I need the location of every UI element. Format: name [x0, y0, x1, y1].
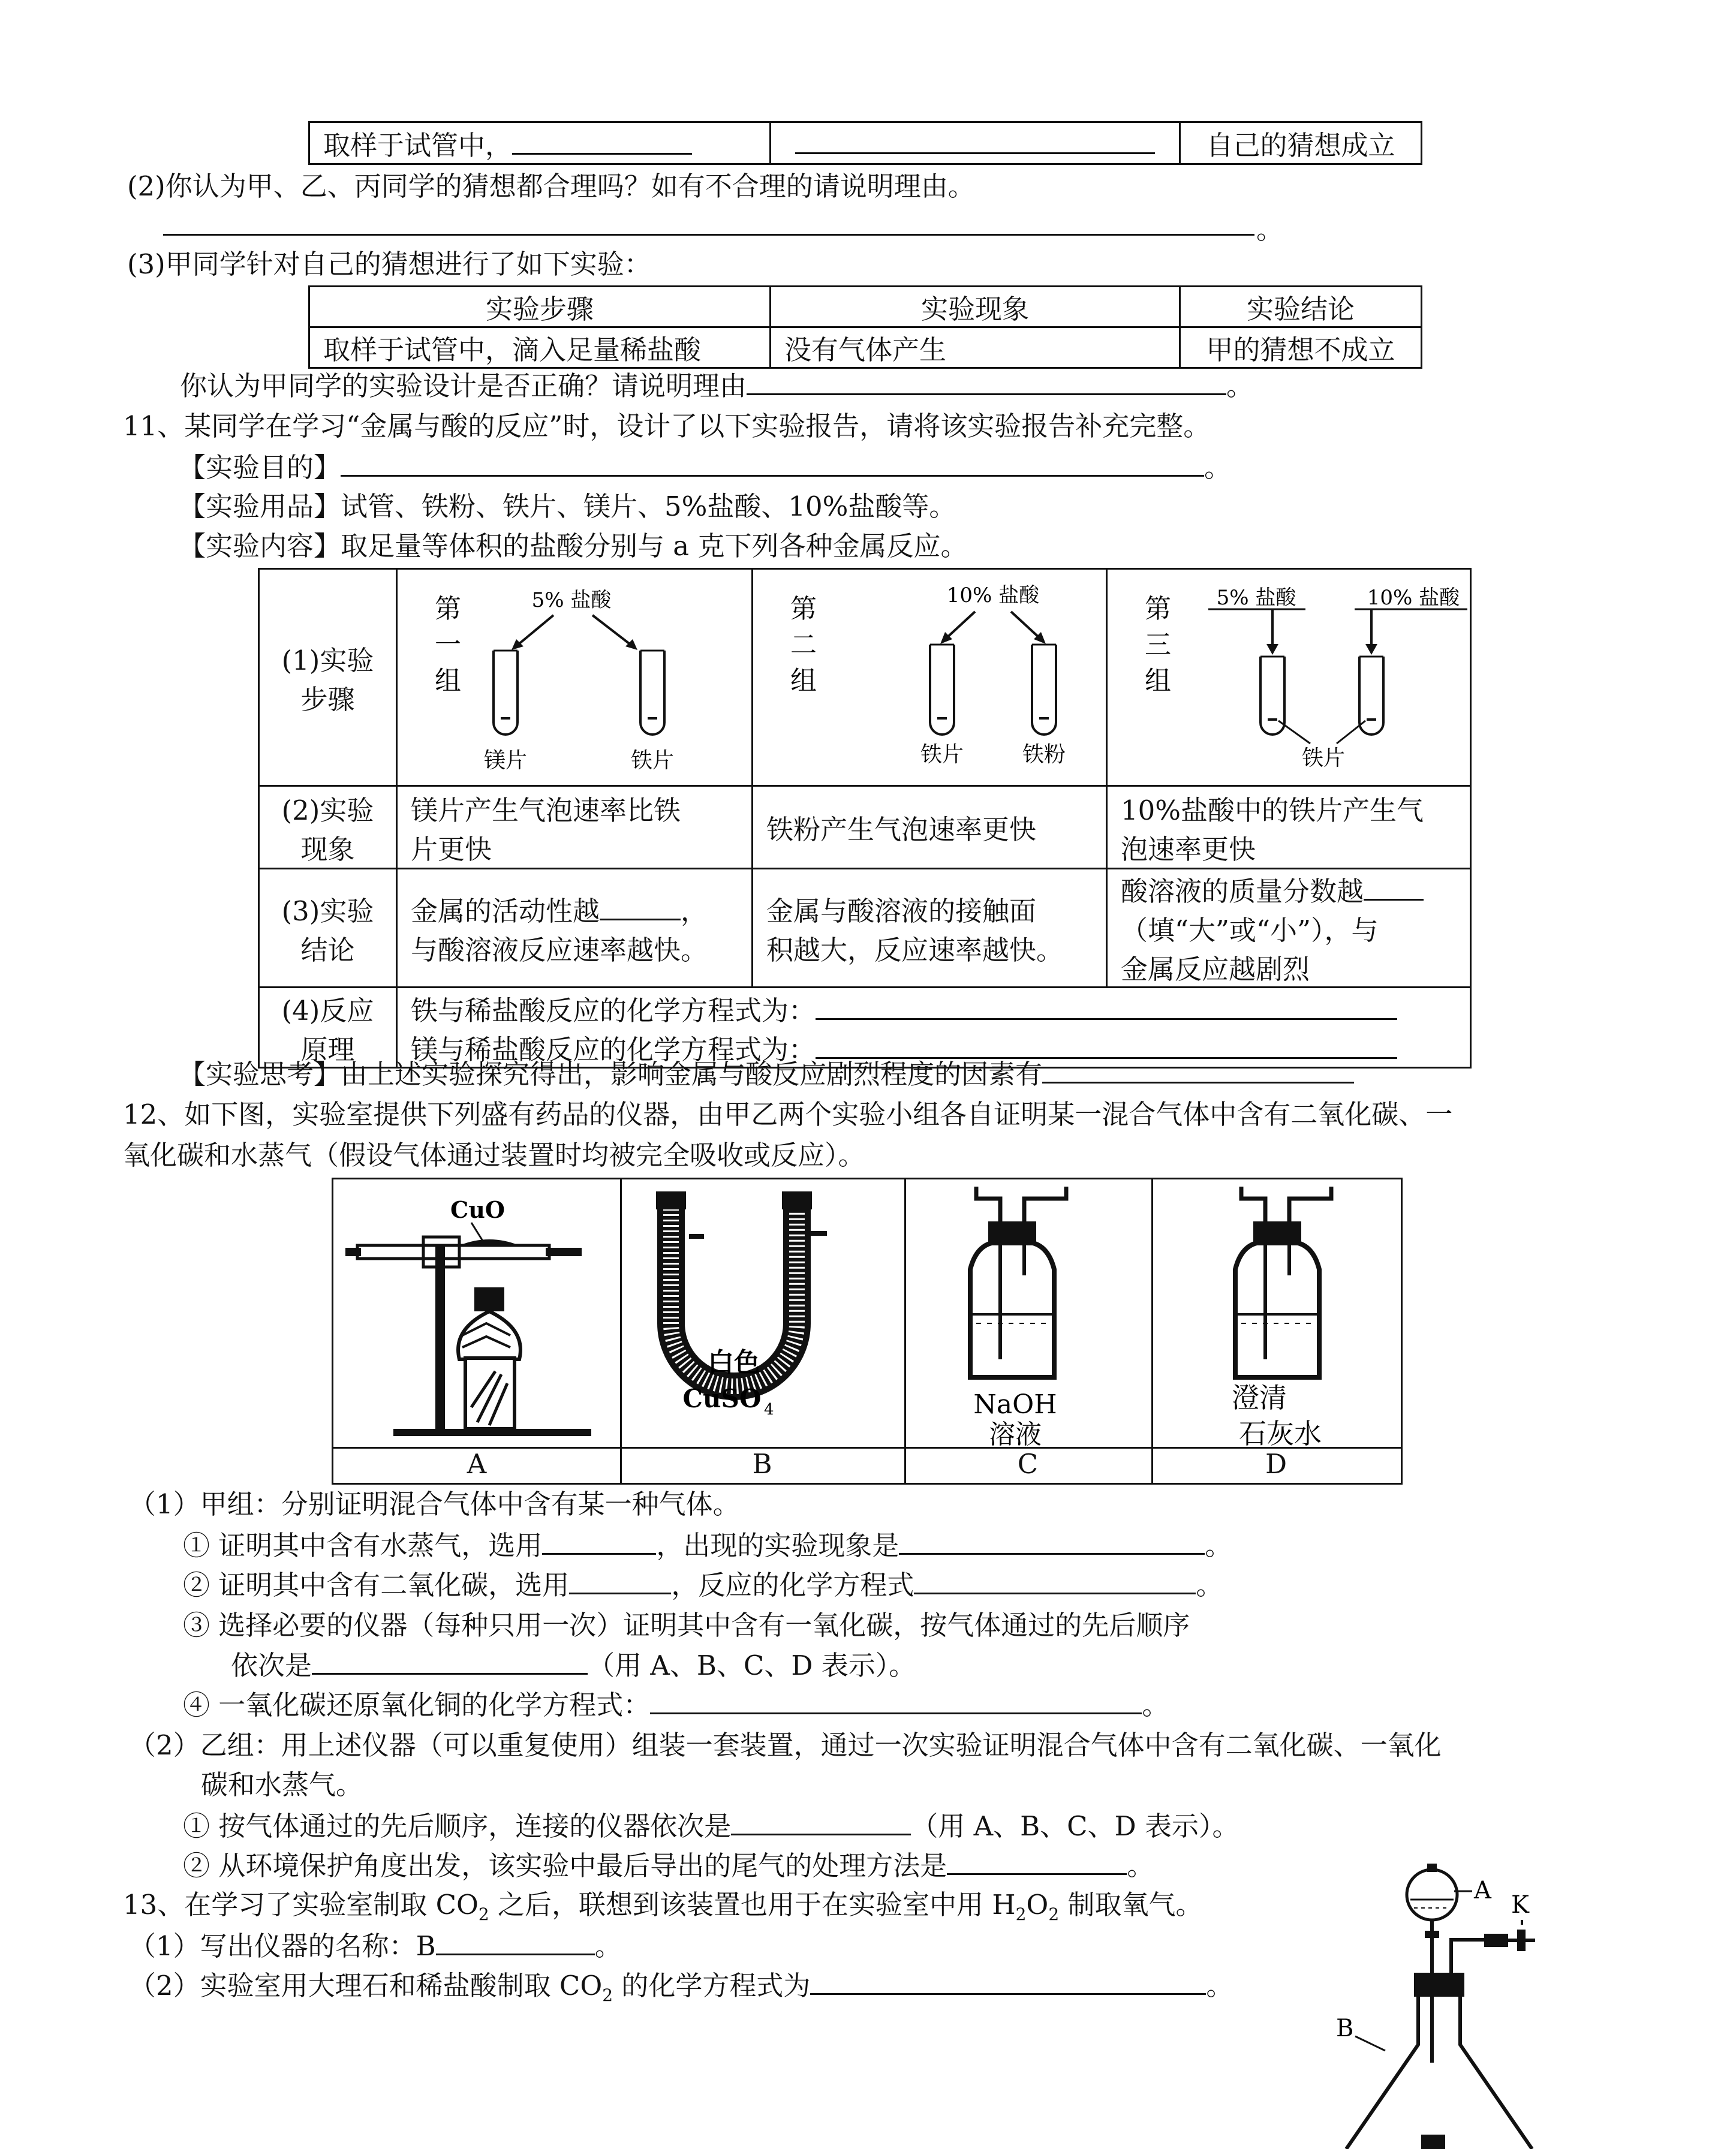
answer-blank[interactable]	[1364, 872, 1424, 901]
table-header: 实验结论	[1180, 287, 1422, 327]
q12-a1: （1）甲组：分别证明混合气体中含有某一种气体。	[129, 1488, 740, 1520]
table-header: 实验步骤	[309, 287, 771, 327]
acid-label: 10% 盐酸	[1367, 586, 1460, 610]
apparatus-letter: A	[467, 1448, 487, 1480]
answer-blank[interactable]	[542, 1527, 656, 1555]
answer-blank[interactable]	[569, 1566, 671, 1594]
group-label-char: 第	[1145, 594, 1171, 624]
apparatus-letter: D	[1265, 1448, 1287, 1480]
test-tube	[494, 651, 518, 735]
group-label-char: 第	[790, 594, 817, 624]
group-label-char: 二	[790, 630, 817, 660]
valve-label: K	[1511, 1891, 1529, 1919]
q10-experiment-table	[308, 285, 1422, 369]
q10-design-question: 你认为甲同学的实验设计是否正确？请说明理由 。	[180, 367, 1253, 405]
subscript: 4	[764, 1401, 774, 1419]
q12-a1-3: ③ 选择必要的仪器（每种只用一次）证明其中含有一氧化碳，按气体通过的先后顺序	[183, 1609, 1190, 1641]
group-label-char: 三	[1145, 630, 1171, 660]
q12-a2-2: ② 从环境保护角度出发，该实验中最后导出的尾气的处理方法是 。	[183, 1847, 1154, 1885]
group-3-diagram	[1107, 569, 1471, 786]
table-cell: 取样于试管中，滴入足量稀盐酸	[309, 327, 771, 368]
q12-a1-2: ② 证明其中含有二氧化碳，选用 ，反应的化学方程式 。	[183, 1566, 1223, 1604]
tube-label: 铁片	[630, 748, 675, 773]
acid-label: 5% 盐酸	[1216, 586, 1296, 610]
answer-blank[interactable]	[816, 1031, 1397, 1059]
top-cell-3: 自己的猜想成立	[1180, 122, 1422, 164]
answer-blank[interactable]	[436, 1927, 595, 1955]
answer-blank[interactable]	[810, 1967, 1206, 1995]
answer-blank[interactable]	[795, 126, 1155, 154]
reagent-label: 澄清	[1232, 1382, 1287, 1414]
answer-blank[interactable]	[650, 1686, 1142, 1714]
answer-blank[interactable]	[600, 892, 681, 920]
tube-label: 铁片	[1301, 746, 1346, 770]
group-2-diagram	[753, 569, 1107, 786]
q12-a1-1: ① 证明其中含有水蒸气，选用 ，出现的实验现象是 。	[183, 1527, 1232, 1564]
gas-generator-figure	[1331, 1853, 1571, 2149]
group-2-figure	[753, 570, 1106, 778]
arrow	[592, 615, 634, 648]
q10-p3: (3)甲同学针对自己的猜想进行了如下实验：	[127, 248, 651, 280]
q13-s1: （1）写出仪器的名称：B 。	[129, 1927, 622, 1965]
answer-blank[interactable]	[914, 1566, 1196, 1594]
answer-blank[interactable]	[312, 1647, 588, 1675]
apparatus-letter: C	[1017, 1448, 1039, 1480]
answer-blank[interactable]	[341, 449, 1204, 477]
tube-label: 镁片	[483, 748, 528, 773]
row-label: (2)实验 现象	[259, 786, 397, 869]
phenomenon-cell: 10%盐酸中的铁片产生气 泡速率更快	[1107, 786, 1471, 869]
row-label: (1)实验 步骤	[259, 569, 397, 786]
phenomenon-cell: 铁粉产生气泡速率更快	[753, 786, 1107, 869]
q11-purpose: 【实验目的】 。	[179, 449, 1231, 486]
reagent-label: 石灰水	[1239, 1417, 1322, 1447]
tube-label: 铁片	[920, 742, 964, 767]
principle-cell: 铁与稀盐酸反应的化学方程式为： 镁与稀盐酸反应的化学方程式为：	[397, 988, 1471, 1068]
group-label-char: 组	[790, 666, 817, 696]
q12-apparatus-table	[332, 1178, 1403, 1485]
q12-a1-3b: 依次是 （用 A、B、C、D 表示）。	[231, 1647, 916, 1684]
tube-label: 铁粉	[1022, 742, 1066, 767]
test-tube	[930, 645, 954, 735]
group-1-figure	[398, 570, 751, 778]
q11-report-table	[258, 568, 1472, 1069]
reagent-label: NaOH	[973, 1389, 1057, 1420]
group-label-char: 第	[435, 594, 461, 624]
phenomenon-cell: 镁片产生气泡速率比铁 片更快	[397, 786, 753, 869]
conclusion-cell: 金属的活动性越 ， 与酸溶液反应速率越快。	[397, 869, 753, 988]
answer-blank[interactable]	[747, 367, 1226, 395]
group-label-char: 一	[435, 630, 461, 660]
row-label: (3)实验 结论	[259, 869, 397, 988]
top-answer-table	[308, 121, 1422, 165]
answer-blank[interactable]	[947, 1847, 1127, 1875]
table-cell: 甲的猜想不成立	[1180, 327, 1422, 368]
reagent-label: 溶液	[989, 1419, 1042, 1447]
top-cell-2	[771, 122, 1180, 164]
acid-label: 10% 盐酸	[946, 583, 1040, 607]
q11-thinking: 【实验思考】由上述实验探究得出，影响金属与酸反应剧烈程度的因素有	[179, 1055, 1354, 1093]
arrow	[515, 615, 553, 648]
apparatus-d-figure	[1151, 1179, 1398, 1447]
group-label-char: 组	[435, 666, 461, 696]
group-1-diagram	[397, 569, 753, 786]
reagent-label: CuSO	[682, 1384, 762, 1413]
q13-intro: 13、在学习了实验室制取 $CO_2$ 之后，联想到该装置也用于在实验室中用 $H_2O_2$ 制取氧气。	[123, 1889, 1203, 1924]
test-tube	[640, 651, 664, 735]
period: 。	[1256, 213, 1284, 245]
conclusion-cell: 金属与酸溶液的接触面 积越大，反应速率越快。	[753, 869, 1107, 988]
apparatus-a-figure	[333, 1179, 620, 1447]
q12-a2-1: ① 按气体通过的先后顺序，连接的仪器依次是 （用 A、B、C、D 表示）。	[183, 1807, 1239, 1845]
cuo-label: CuO	[450, 1196, 505, 1223]
test-tube	[1032, 645, 1056, 735]
apparatus-b-figure	[620, 1179, 904, 1447]
row-label: (4)反应 原理	[259, 988, 397, 1068]
group-3-figure	[1108, 570, 1470, 778]
answer-blank[interactable]	[816, 992, 1397, 1020]
q11-supplies: 【实验用品】试管、铁粉、铁片、镁片、5%盐酸、10%盐酸等。	[179, 490, 956, 522]
answer-line[interactable]	[163, 234, 1254, 236]
answer-blank[interactable]	[731, 1807, 911, 1835]
apparatus-letter: B	[752, 1448, 772, 1480]
top-cell-1: 取样于试管中，	[309, 122, 771, 164]
flask-label: B	[1336, 2015, 1354, 2042]
reagent-label: 白色	[708, 1347, 760, 1378]
q12-intro-line-2: 氧化碳和水蒸气（假设气体通过装置时均被完全吸收或反应）。	[123, 1139, 865, 1171]
table-header: 实验现象	[771, 287, 1180, 327]
q12-a1-4: ④ 一氧化碳还原氧化铜的化学方程式： 。	[183, 1686, 1169, 1724]
acid-label: 5% 盐酸	[531, 588, 612, 612]
answer-blank[interactable]	[512, 127, 692, 155]
conclusion-cell: 酸溶液的质量分数越 （填“大”或“小”），与 金属反应越剧烈	[1107, 869, 1471, 988]
group-label-char: 组	[1145, 666, 1171, 696]
table-cell: 没有气体产生	[771, 327, 1180, 368]
q11-content: 【实验内容】取足量等体积的盐酸分别与 a 克下列各种金属反应。	[179, 530, 968, 562]
q13-s2: （2）实验室用大理石和稀盐酸制取 $CO_2$ 的化学方程式为 。	[129, 1967, 1233, 2014]
funnel-label: A	[1474, 1877, 1491, 1904]
q12-a2b: 碳和水蒸气。	[201, 1769, 363, 1801]
answer-blank[interactable]	[1042, 1055, 1354, 1083]
q12-intro-line-1: 12、如下图，实验室提供下列盛有药品的仪器，由甲乙两个实验小组各自证明某一混合气体中含有二氧化碳、一	[123, 1098, 1453, 1130]
apparatus-c-figure	[904, 1179, 1151, 1447]
q12-a2: （2）乙组：用上述仪器（可以重复使用）组装一套装置，通过一次实验证明混合气体中含有二氧化碳、一氧化	[129, 1729, 1442, 1761]
q11-intro: 11、某同学在学习“金属与酸的反应”时，设计了以下实验报告，请将该实验报告补充完整。	[123, 410, 1211, 442]
q10-p2: (2)你认为甲、乙、丙同学的猜想都合理吗？如有不合理的请说明理由。	[127, 170, 975, 202]
answer-blank[interactable]	[899, 1527, 1205, 1555]
